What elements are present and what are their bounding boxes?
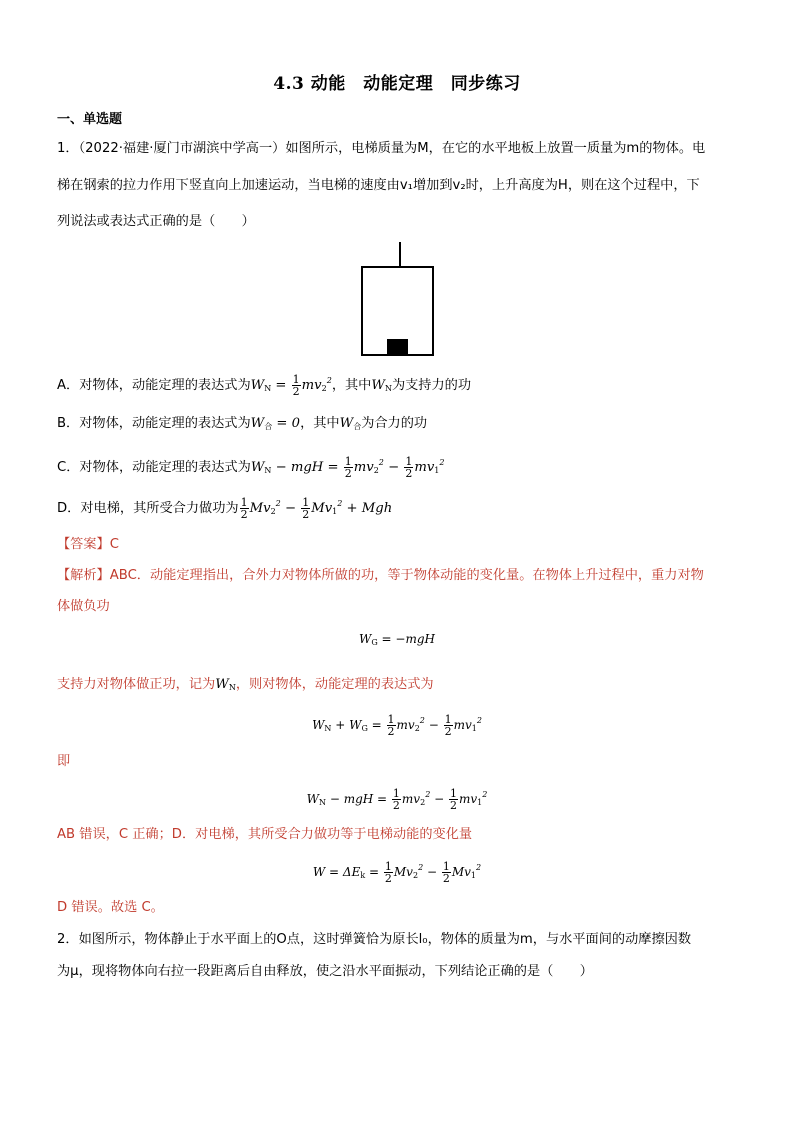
- equation-elevator: $W = \Delta E_k$ = $\frac{1}{2}$ $Mv_2^2$ − $\frac{1}{2}$ $Mv_1^2$: [312, 860, 482, 885]
- analysis-line-2: 体做负功: [57, 599, 110, 614]
- analysis-line-5: AB 错误，C 正确；D．对电梯，其所受合力做功等于电梯动能的变化量: [57, 827, 473, 842]
- analysis-line-6: D 错误。故选 C。: [57, 900, 164, 915]
- object-block: [387, 339, 408, 355]
- elevator-figure: [360, 240, 436, 360]
- page-title: 4.3 动能 动能定理 同步练习: [273, 74, 521, 94]
- equation-wg: $W_G = -mgH$: [359, 632, 435, 647]
- analysis-line-3: 支持力对物体做正功，记为$W_N$，则对物体，动能定理的表达式为: [57, 677, 434, 692]
- q1-line-1: 1．（2022·福建·厦门市湖滨中学高一）如图所示，电梯质量为M，在它的水平地板上放置一质量为m的物体。电: [57, 141, 706, 156]
- analysis-line-4: 即: [57, 754, 71, 769]
- option-a: A．对物体，动能定理的表达式为$W_N$ = $\frac{1}{2}$ $mv_2^2$，其中$W_N$为支持力的功: [57, 372, 472, 398]
- analysis-line-1: 【解析】ABC．动能定理指出，合外力对物体所做的功，等于物体动能的变化量。在物体上升过程中，重力对物: [57, 568, 704, 583]
- q2-line-1: 2．如图所示，物体静止于水平面上的O点，这时弹簧恰为原长l₀，物体的质量为m，与水平面间的动摩擦因数: [57, 932, 692, 947]
- equation-result: $W_N$ − mgH = $\frac{1}{2}$ $mv_2^2$ − $\frac{1}{2}$ $mv_1^2$: [306, 787, 488, 812]
- option-b: B．对物体，动能定理的表达式为$W_合 = 0$，其中$W_合$为合力的功: [57, 416, 428, 431]
- q2-line-2: 为μ，现将物体向右拉一段距离后自由释放，使之沿水平面振动，下列结论正确的是（ ）: [57, 964, 593, 979]
- option-c: C．对物体，动能定理的表达式为$W_N$ − mgH = $\frac{1}{2}$ $mv_2^2$ − $\frac{1}{2}$ $mv_1^2$: [57, 454, 445, 480]
- q1-line-2: 梯在钢索的拉力作用下竖直向上加速运动，当电梯的速度由v₁增加到v₂时，上升高度为H，则在这个过程中，下: [57, 178, 700, 193]
- q1-line-3: 列说法或表达式正确的是（ ）: [57, 214, 255, 229]
- option-d: D．对电梯，其所受合力做功为 $\frac{1}{2}$ $Mv_2^2$ − $\frac{1}{2}$ $Mv_1^2$ + Mgh: [57, 495, 393, 521]
- answer-line: 【答案】C: [57, 537, 119, 552]
- equation-work-energy: $W_N + W_G$ = $\frac{1}{2}$ $mv_2^2$ − $\frac{1}{2}$ $mv_1^2$: [312, 713, 482, 738]
- section-heading: 一、单选题: [57, 112, 123, 127]
